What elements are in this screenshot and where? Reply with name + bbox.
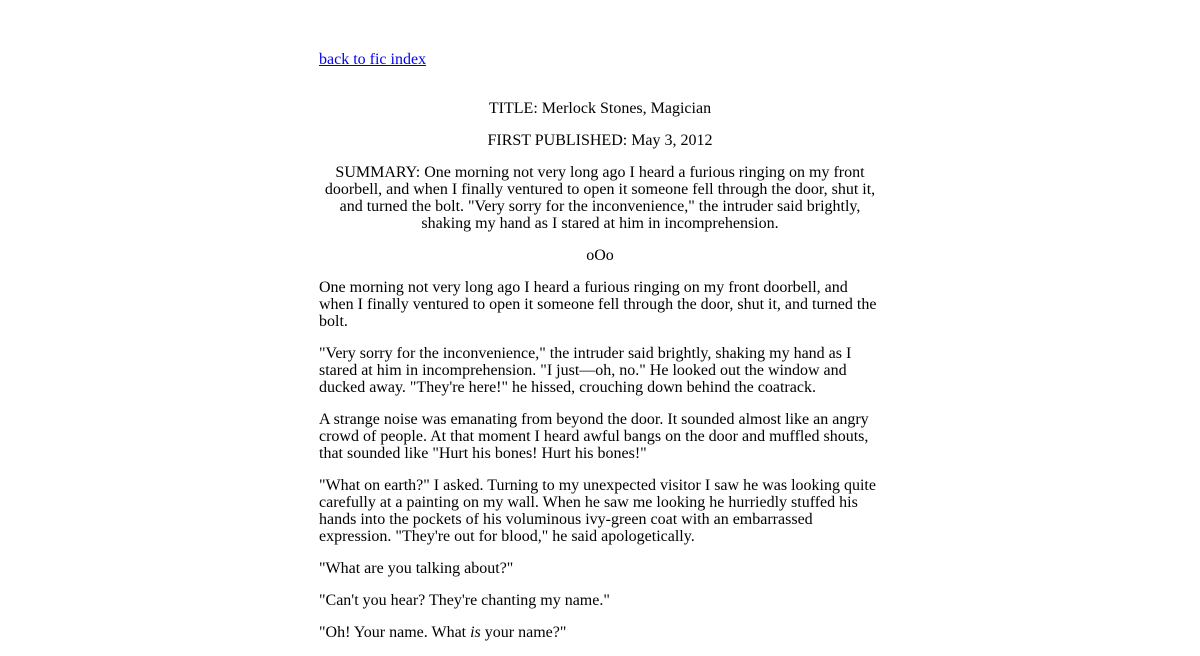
story-paragraph: One morning not very long ago I heard a furious ringing on my front doorbell, and when I finally ventured to open it someone fell through the door, shut it, and turned the bolt. [319,279,877,330]
story-paragraph-last [319,624,881,641]
page-content [319,51,881,656]
back-to-index-link[interactable]: back to fic index [319,51,427,68]
section-separator: oOo [586,247,614,264]
story-paragraph: "Can't you hear? They're chanting my name." [319,592,610,609]
story-paragraph: "What on earth?" I asked. Turning to my unexpected visitor I saw he was looking quite carefully at a painting on my wall. When he saw me looking he hurriedly stuffed his hands into the pockets of his voluminous ivy-green coat with an embarrassed expression. "They're out for blood," he said apologetically. [319,477,876,545]
story-paragraph: "Very sorry for the inconvenience," the intruder said brightly, shaking my hand as I stared at him in incomprehension. "I just—oh, no." He looked out the window and ducked away. "They're here!" he hissed, crouching down behind the coatrack. [319,345,852,396]
text-segment: your name?" [480,624,567,641]
publish-date: FIRST PUBLISHED: May 3, 2012 [487,132,713,149]
story-title: TITLE: Merlock Stones, Magician [488,100,712,117]
text-segment: "Oh! Your name. What [319,624,471,641]
emphasized-text: is [470,624,481,641]
story-paragraph: "What are you talking about?" [319,560,514,577]
story-paragraph: A strange noise was emanating from beyond the door. It sounded almost like an angry crowd of people. At that moment I heard awful bangs on the door and muffled shouts, that sounded like "Hurt his bones! Hurt his bones!" [319,411,869,462]
story-summary: SUMMARY: One morning not very long ago I heard a furious ringing on my front doorbell, and when I finally ventured to open it someone fell through the door, shut it, and turned the bolt. "Very sorry for the inconvenience," the intruder said brightly, shaking my hand as I stared at him in incomprehension. [324,164,876,232]
back-link-container [319,51,881,68]
